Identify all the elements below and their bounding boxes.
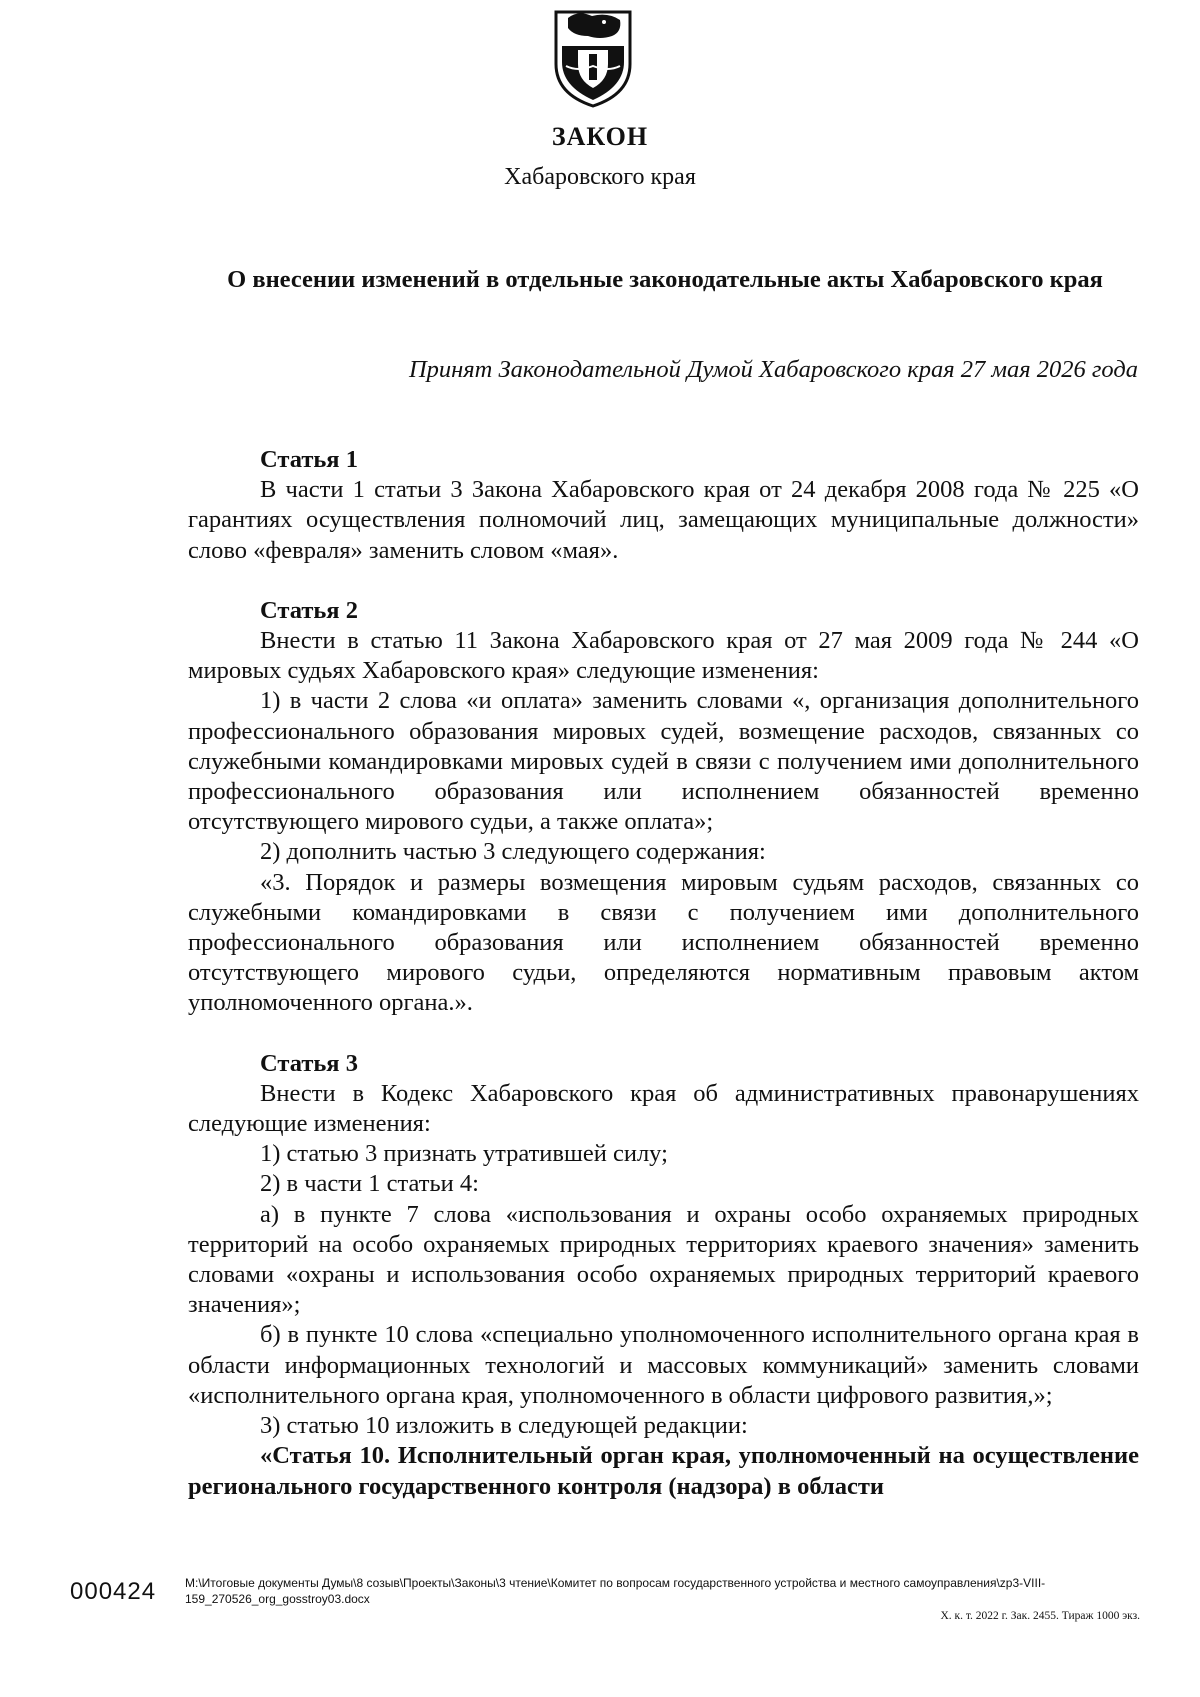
article-paragraph: 2) дополнить частью 3 следующего содержания: (260, 838, 766, 866)
article-paragraph: 1) в части 2 слова «и оплата» заменить словами «, организация дополнительного профессионального образования мировых судей, возмещение расходов, связанных со служебными командировками мировых судей в связи с получением ими дополнительного профессионального образования или исполнением обязанностей временно отсутствующего мирового судьи, а также оплата»; (188, 687, 1139, 836)
adoption-note: Принят Законодательной Думой Хабаровского края 27 мая 2026 года (408, 356, 1138, 383)
article-paragraph: В части 1 статьи 3 Закона Хабаровского края от 24 декабря 2008 года № 225 «О гарантиях осуществления полномочий лиц, замещающих муниципальные должности» слово «февраля» заменить словом «мая». (188, 476, 1139, 564)
file-path: M:\Итоговые документы Думы\8 созыв\Проекты\Законы\3 чтение\Комитет по вопросам государственного устройства и местного самоуправления\zp3-VIII-159_270526_org_gosstroy03.docx (185, 1576, 1046, 1606)
document-body (188, 445, 1139, 1502)
article-paragraph: Внести в Кодекс Хабаровского края об административных правонарушениях следующие изменения: (188, 1079, 1139, 1138)
print-info: Х. к. т. 2022 г. Зак. 2455. Тираж 1000 экз. (940, 1610, 1140, 1622)
article-paragraph-bold: «Статья 10. Исполнительный орган края, уполномоченный на осуществление регионального государственного контроля (надзора) в области (188, 1442, 1139, 1500)
article-heading: Статья 3 (260, 1049, 358, 1077)
article-paragraph: б) в пункте 10 слова «специально уполномоченного исполнительного органа края в области информационных технологий и массовых коммуникаций» заменить словами «исполнительного органа края, уполномоченного в области цифрового развития,»; (188, 1321, 1139, 1409)
article-paragraph: 2) в части 1 статьи 4: (260, 1170, 479, 1198)
law-name: О внесении изменений в отдельные законодательные акты Хабаровского края (227, 266, 1103, 293)
article-paragraph: а) в пункте 7 слова «использования и охраны особо охраняемых природных территорий на особо охраняемых природных территориях краевого значения» заменить словами «охраны и использования особо охраняемых природных территорий краевого значения»; (188, 1200, 1139, 1319)
article-paragraph: «3. Порядок и размеры возмещения мировым судьям расходов, связанных со служебными командировками в связи с получением ими дополнительного профессионального образования или исполнением обязанностей временно отсутствующего мирового судьи, определяются нормативным правовым актом уполномоченного органа.». (188, 868, 1139, 1017)
article-paragraph: 3) статью 10 изложить в следующей редакции: (260, 1412, 748, 1440)
coat-of-arms-emblem (548, 6, 638, 108)
article-paragraph: 1) статью 3 признать утратившей силу; (260, 1140, 668, 1168)
document-title: ЗАКОН (551, 122, 649, 151)
article-heading: Статья 2 (260, 596, 358, 624)
document-subtitle: Хабаровского края (504, 164, 696, 190)
article-paragraph: Внести в статью 11 Закона Хабаровского края от 27 мая 2009 года № 244 «О мировых судьях Хабаровского края» следующие изменения: (188, 627, 1139, 685)
document-number: 000424 (70, 1578, 157, 1605)
article-heading: Статья 1 (260, 446, 358, 473)
